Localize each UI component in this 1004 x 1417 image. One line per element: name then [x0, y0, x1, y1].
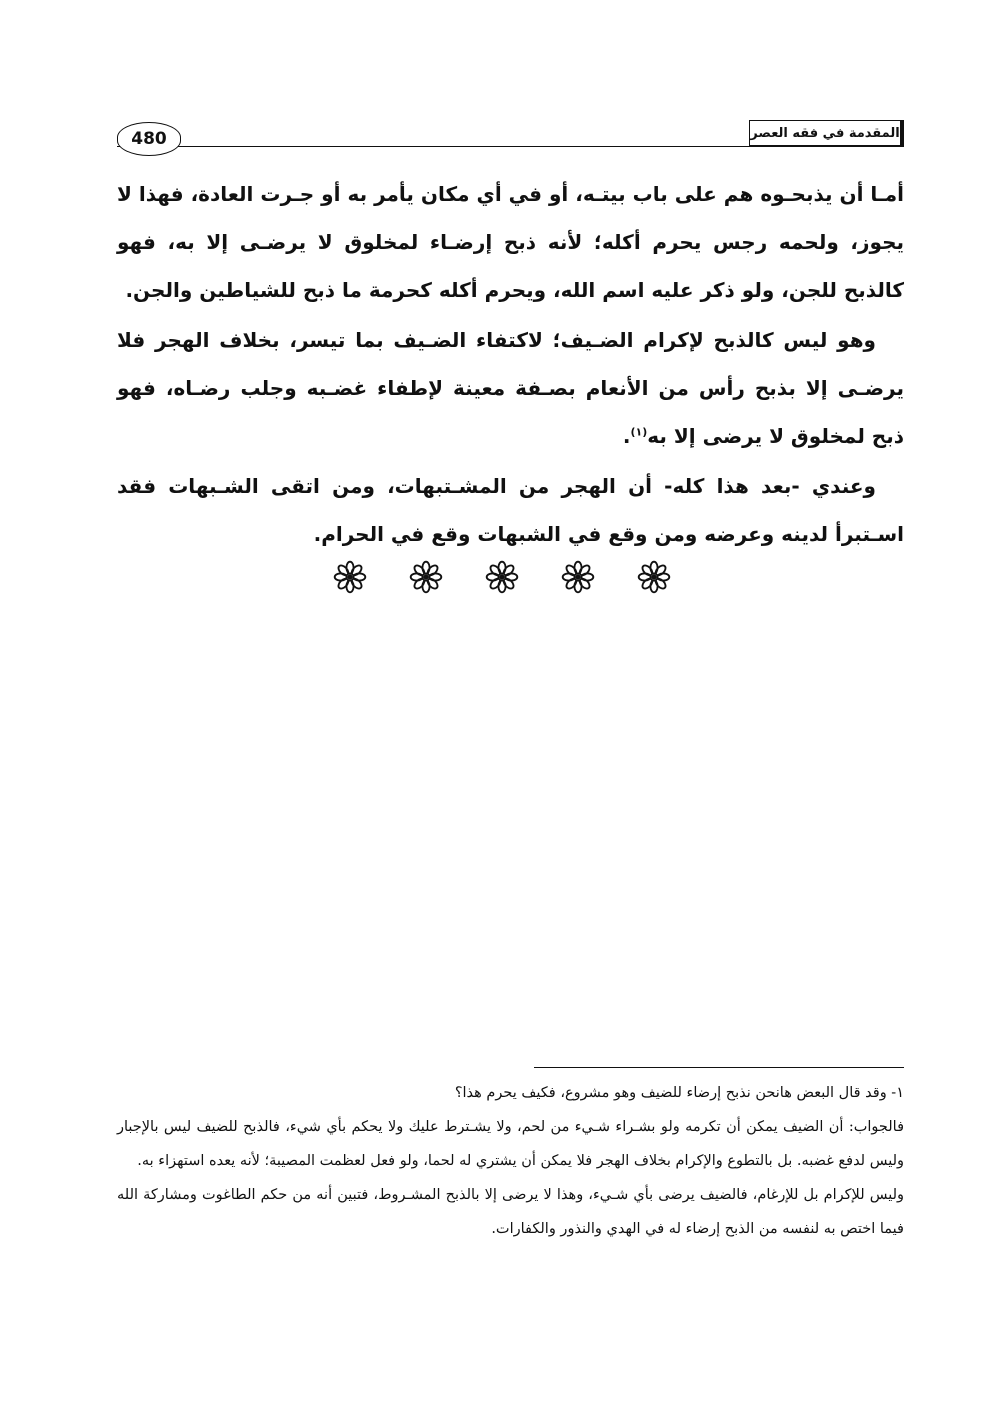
footnote-separator — [534, 1067, 904, 1068]
book-title: المقدمة في فقه العصر — [749, 120, 904, 146]
main-text — [117, 170, 904, 558]
ornament-icon — [333, 560, 367, 594]
ornament-icon — [485, 560, 519, 594]
footnote-ref[interactable]: (١) — [630, 425, 648, 439]
page-number: 480 — [117, 122, 181, 156]
paragraph: أمـا أن يذبحـوه هم على باب بيتـه، أو في أي مكان يأمر به أو جـرت العادة، فهذا لا يجوز، ولحمه رجس يحرم أكله؛ لأنه ذبح إرضـاء لمخلوق لا يرضـى إلا به، فهو كالذبح للجن، ولو ذكر عليه اسم الله، ويحرم أكله كحرمة ما ذبح للشياطين والجن. — [117, 182, 904, 302]
paragraph: وعندي -بعد هذا كله- أن الهجر من المشـتبهات، ومن اتقى الشـبهات فقد اسـتبرأ لدينه وعرضه ومن وقع في الشبهات وقع في الحرام. — [117, 474, 904, 546]
header-rule — [117, 146, 904, 147]
footnotes — [117, 1076, 904, 1246]
paragraph-end: . — [622, 424, 631, 448]
footnote-line: ١- وقد قال البعض هانحن نذبح إرضاء للضيف وهو مشروع، فكيف يحرم هذا؟ — [454, 1085, 904, 1101]
ornament-icon — [409, 560, 443, 594]
ornament-icon — [561, 560, 595, 594]
paragraph — [117, 316, 904, 460]
paragraph-text: وهو ليس كالذبح لإكرام الضـيف؛ لاكتفاء الضـيف بما تيسر، بخلاف الهجر فلا يرضـى إلا بذبح رأس من الأنعام بصـفة معينة لإطفاء غضـبه وجلب رضـاه، فهو ذبح لمخلوق لا يرضى إلا به — [117, 328, 904, 448]
footnote-line: فالجواب: أن الضيف يمكن أن تكرمه ولو بشـراء شـيء من لحم، ولا يشـترط عليك ولا يحكم بأي شيء، فالذبح للضيف ليس بالإجبار وليس لدفع غضبه. بل بالتطوع والإكرام بخلاف الهجر فلا يمكن أن يشتري له لحما، ولو فعل لعظمت المصيبة؛ لأنه يعده استهزاء به. — [117, 1119, 904, 1169]
footnote-line: وليس للإكرام بل للإرغام، فالضيف يرضى بأي شـيء، وهذا لا يرضى إلا بالذبح المشـروط، فتبين أنه من حكم الطاغوت ومشاركة الله فيما اختص به لنفسه من الذبح إرضاء له في الهدي والنذور والكفارات. — [117, 1187, 904, 1237]
ornament-row — [0, 560, 1004, 594]
page-header — [117, 120, 904, 150]
ornament-icon — [637, 560, 671, 594]
